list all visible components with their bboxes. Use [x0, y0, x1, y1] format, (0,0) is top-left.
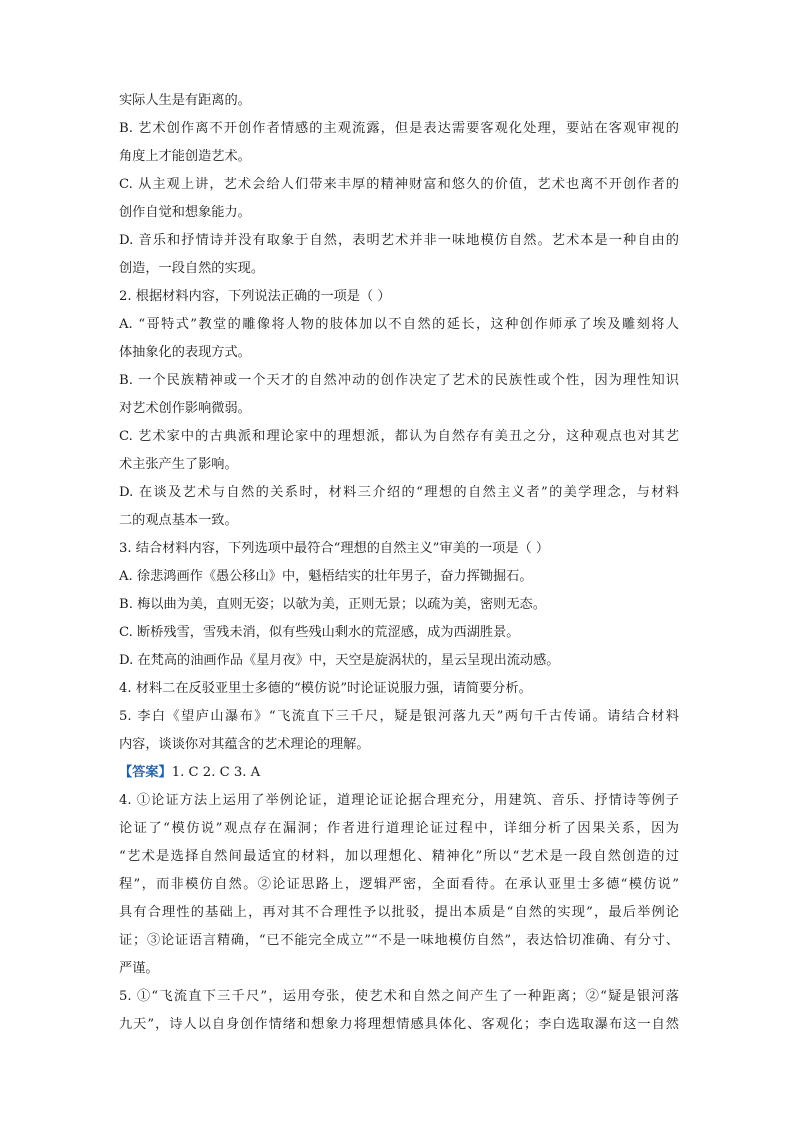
answer-tag: 【答案】 — [119, 765, 172, 780]
text-line: 4. 材料二在反驳亚里士多德的“模仿说”时论证说服力强，请简要分析。 — [119, 681, 532, 696]
text-line: “艺术是选择自然间最适宜的材料，加以理想化、精神化”所以“艺术是一段自然创造的过 — [119, 849, 679, 864]
text-line: 对艺术创作影响微弱。 — [119, 401, 251, 416]
text-line: D. 音乐和抒情诗并没有取象于自然，表明艺术并非一味地模仿自然。艺术本是一种自由的 — [119, 233, 679, 248]
text-line: A. 徐悲鸿画作《愚公移山》中，魁梧结实的壮年男子，奋力挥锄掘石。 — [119, 569, 533, 584]
text-line: 论证了“模仿说”观点存在漏洞；作者进行道理论证过程中，详细分析了因果关系，因为 — [119, 821, 679, 836]
text-line: 5. ①“飞流直下三千尺”，运用夸张，使艺术和自然之间产生了一种距离；②“疑是银河落 — [119, 989, 679, 1004]
text-line: B. 艺术创作离不开创作者情感的主观流露，但是表达需要客观化处理，要站在客观审视的 — [119, 121, 679, 136]
text-line: 严谨。 — [119, 961, 159, 976]
text-line: D. 在谈及艺术与自然的关系时，材料三介绍的“理想的自然主义者”的美学理念，与材料 — [119, 485, 679, 500]
text-line: C. 从主观上讲，艺术会给人们带来丰厚的精神财富和悠久的价值，艺术也离不开创作者的 — [119, 177, 679, 192]
text-line: 具有合理性的基础上，再对其不合理性予以批驳，提出本质是“自然的实现”，最后举例论 — [119, 905, 679, 920]
text-line: 术主张产生了影响。 — [119, 457, 238, 472]
answer-explanation-block — [119, 787, 679, 1039]
text-line: A. “哥特式”教堂的雕像将人物的肢体加以不自然的延长，这种创作师承了埃及雕刻将人 — [119, 317, 679, 332]
text-line: 体抽象化的表现方式。 — [119, 345, 251, 360]
text-line: 角度上才能创造艺术。 — [119, 149, 251, 164]
text-line: 创作自觉和想象能力。 — [119, 205, 251, 220]
answer-line — [119, 759, 679, 787]
text-line: 程”，而非模仿自然。②论证思路上，逻辑严密，全面看待。在承认亚里士多德“模仿说” — [119, 877, 679, 892]
text-line: 实际人生是有距离的。 — [119, 93, 251, 108]
text-line: 证；③论证语言精确，“已不能完全成立”“不是一味地模仿自然”，表达恰切准确、有分寸、 — [119, 933, 679, 948]
text-line: C. 艺术家中的古典派和理论家中的理想派，都认为自然存有美丑之分，这种观点也对其艺 — [119, 429, 679, 444]
text-line: 九天”，诗人以自身创作情绪和想象力将理想情感具体化、客观化；李白选取瀑布这一自然 — [119, 1017, 679, 1032]
text-line: 5. 李白《望庐山瀑布》“飞流直下三千尺，疑是银河落九天”两句千古传诵。请结合材料 — [119, 709, 679, 724]
question-text-block — [119, 87, 679, 759]
text-line: C. 断桥残雪，雪残未消，似有些残山剩水的荒涩感，成为西湖胜景。 — [119, 625, 520, 640]
text-line: 创造，一段自然的实现。 — [119, 261, 265, 276]
text-line: 二的观点基本一致。 — [119, 513, 238, 528]
answer-choices: 1. C 2. C 3. A — [171, 765, 261, 780]
text-line: 3. 结合材料内容，下列选项中最符合“理想的自然主义”审美的一项是（ ） — [119, 541, 550, 556]
text-line: 2. 根据材料内容，下列说法正确的一项是（ ） — [119, 289, 391, 304]
text-line: 4. ①论证方法上运用了举例论证，道理论证论据合理充分，用建筑、音乐、抒情诗等例子 — [119, 793, 679, 808]
text-line: D. 在梵高的油画作品《星月夜》中，天空是旋涡状的，星云呈现出流动感。 — [119, 653, 560, 668]
document-page — [119, 87, 679, 1039]
text-line: B. 一个民族精神或一个天才的自然冲动的创作决定了艺术的民族性或个性，因为理性知识 — [119, 373, 679, 388]
text-line: 内容，谈谈你对其蕴含的艺术理论的理解。 — [119, 737, 370, 752]
text-line: B. 梅以曲为美，直则无姿；以欹为美，正则无景；以疏为美，密则无态。 — [119, 597, 546, 612]
